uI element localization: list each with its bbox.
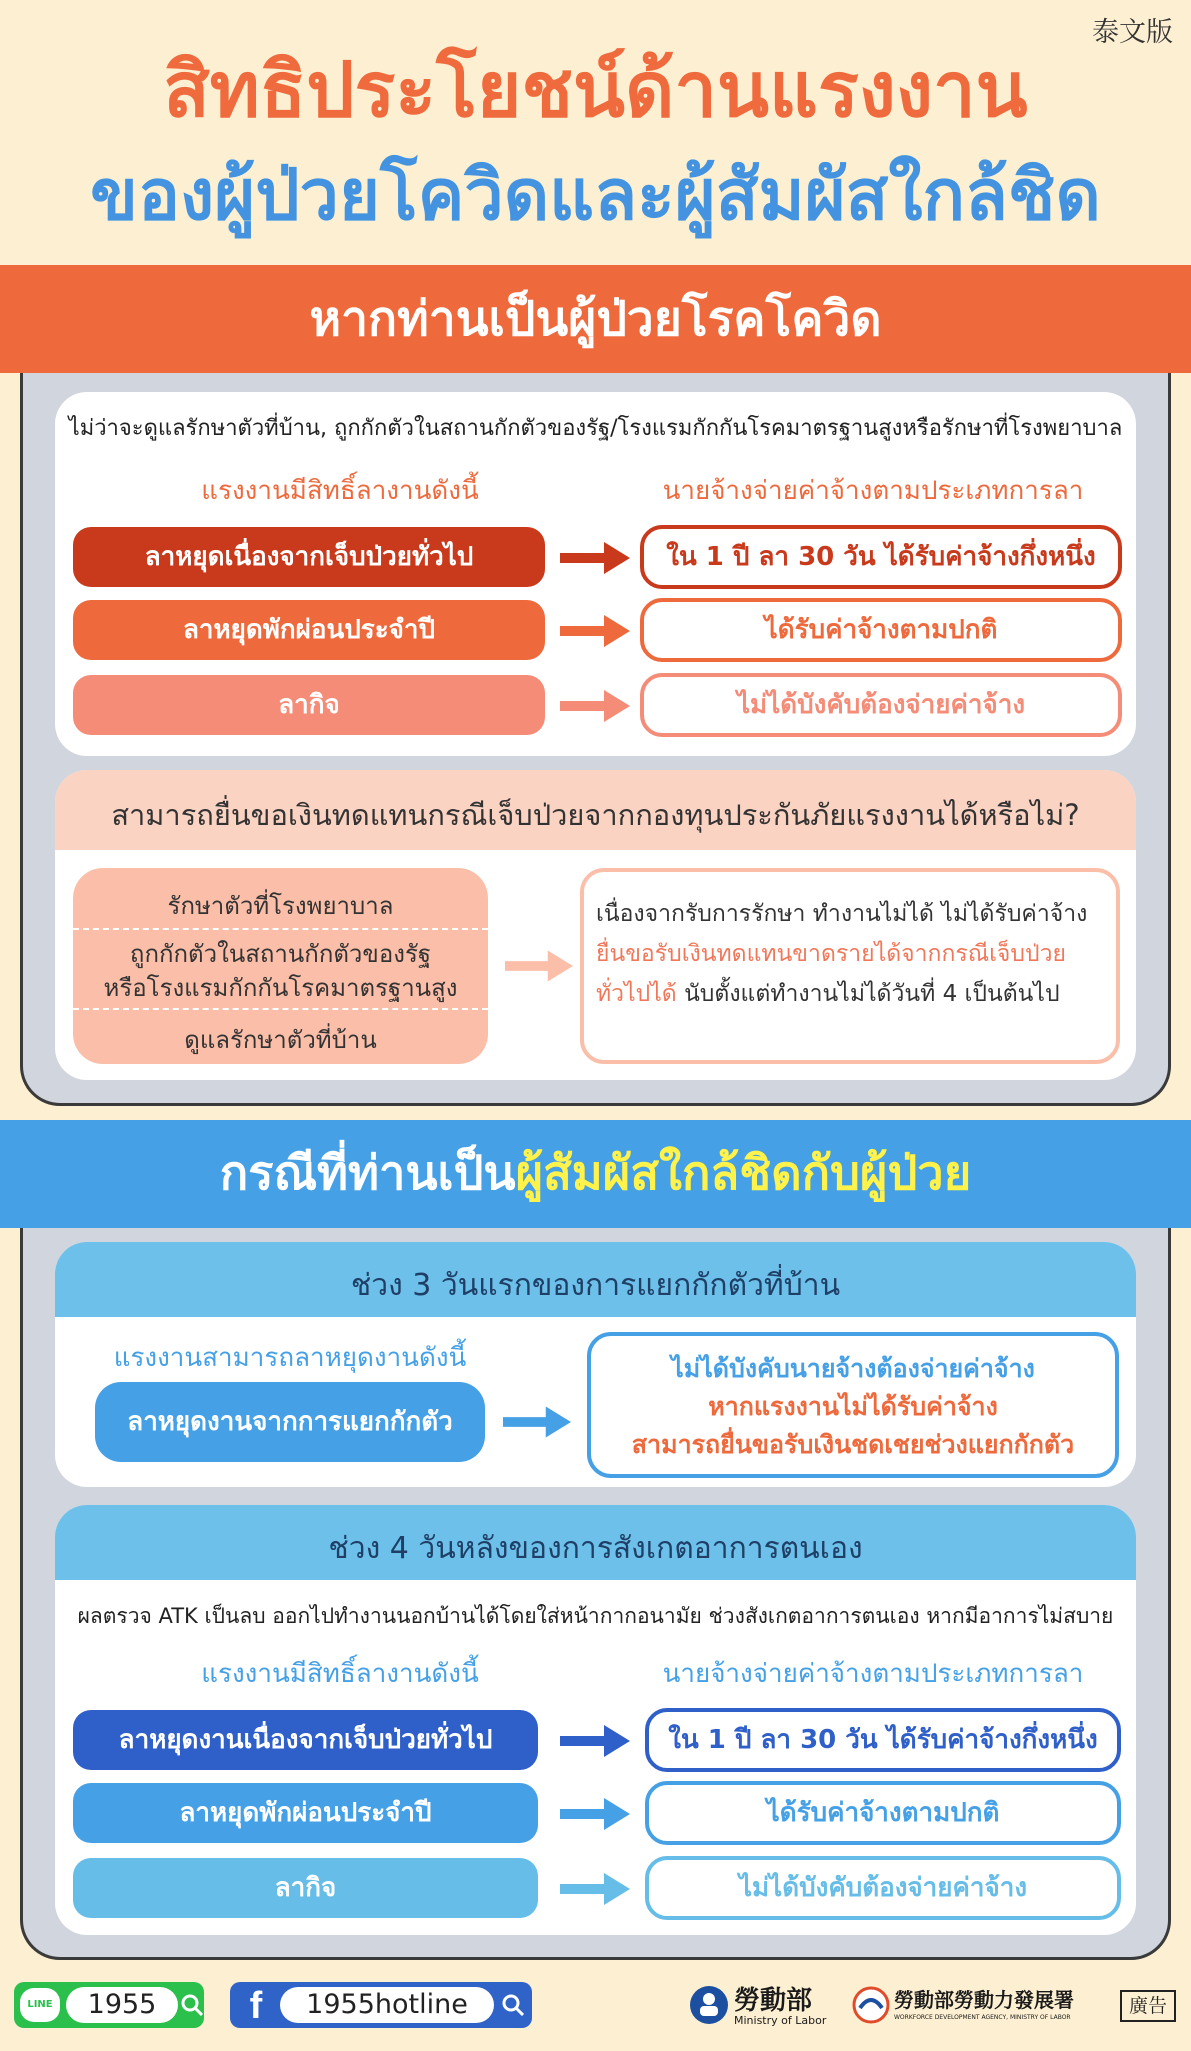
pay-annual: ได้รับค่าจ้างตามปกติ (645, 1781, 1121, 1845)
mol-name: 勞動部 (734, 1986, 813, 2016)
arrow-right-icon (560, 690, 630, 722)
fund-answer-line2: ยื่นขอรับเงินทดแทนขาดรายได้จากกรณีเจ็บป่วย (596, 941, 1066, 967)
wda-name: 勞動部勞動力發展署 (894, 1988, 1074, 2012)
mol-en: Ministry of Labor (734, 2014, 827, 2027)
pay-sick: ใน 1 ปี ลา 30 วัน ได้รับค่าจ้างกึ่งหนึ่ง (640, 525, 1122, 589)
pay-column-header: นายจ้างจ่ายค่าจ้างตามประเภทการลา (662, 476, 1084, 506)
fund-answer-line1: เนื่องจากรับการรักษา ทำงานไม่ได้ ไม่ได้รับค่าจ้าง (596, 901, 1088, 927)
leave-card (55, 392, 1136, 756)
pay-annual: ได้รับค่าจ้างตามปกติ (640, 598, 1122, 662)
leave-personal: ลากิจ (73, 675, 545, 735)
wda-emblem-icon (852, 1986, 890, 2024)
pay-personal: ไม่ได้บังคับต้องจ่ายค่าจ้าง (640, 673, 1122, 737)
ad-tag: 廣告 (1120, 1990, 1176, 2022)
pay-personal: ไม่ได้บังคับต้องจ่ายค่าจ้าง (645, 1856, 1121, 1920)
divider (73, 928, 488, 930)
page-title: สิทธิประโยชน์ด้านแรงงาน (163, 45, 1028, 134)
leave-annual: ลาหยุดพักผ่อนประจำปี (73, 1783, 538, 1843)
line-icon: LINE (20, 1988, 60, 2022)
period1-outcome-line1: ไม่ได้บังคับนายจ้างต้องจ่ายค่าจ้าง (671, 1354, 1035, 1383)
mol-emblem-icon (688, 1984, 730, 2026)
arrow-right-icon (505, 950, 573, 982)
pay-column-header: นายจ้างจ่ายค่าจ้างตามประเภทการลา (662, 1659, 1084, 1689)
mol-logo (688, 1980, 848, 2032)
wda-en: WORKFORCE DEVELOPMENT AGENCY, MINISTRY OF LABOR (894, 2014, 1071, 2021)
leave-personal: ลากิจ (73, 1858, 538, 1918)
leave-sick: ลาหยุดงานเนื่องจากเจ็บป่วยทั่วไป (73, 1710, 538, 1770)
section2-banner (0, 1120, 1191, 1228)
line-id: 1955 (66, 1987, 178, 2023)
period2-title: ช่วง 4 วันหลังของการสังเกตอาการตนเอง (328, 1531, 863, 1566)
arrow-right-icon (560, 1725, 630, 1757)
facebook-id: 1955hotline (280, 1987, 494, 2023)
period1-card (55, 1242, 1136, 1487)
fund-answer-box (580, 868, 1120, 1064)
leave-column-header: แรงงานมีสิทธิ์ลางานดังนี้ (201, 1659, 479, 1689)
arrow-right-icon (560, 1873, 630, 1905)
arrow-right-icon (560, 1798, 630, 1830)
case-state-quarantine: ถูกกักตัวในสถานกักตัวของรัฐ (129, 940, 432, 968)
facebook-icon: f (249, 1985, 263, 2027)
leave-isolation: ลาหยุดงานจากการแยกกักตัว (95, 1382, 485, 1462)
divider (73, 1008, 488, 1010)
search-icon (502, 1994, 524, 2016)
period1-outcome (587, 1332, 1119, 1478)
line-contact[interactable] (14, 1982, 204, 2028)
case-hotel-quarantine: หรือโรงแรมกักกันโรคมาตรฐานสูง (103, 974, 458, 1002)
leave-note: ไม่ว่าจะดูแลรักษาตัวที่บ้าน, ถูกกักตัวในสถานกักตัวของรัฐ/โรงแรมกักกันโรคมาตรฐานสูงหรือรักษาที่โรงพยาบาล (68, 416, 1123, 441)
arrow-right-icon (560, 542, 630, 574)
period2-card (55, 1505, 1136, 1935)
fund-cases-box (73, 868, 488, 1064)
fund-answer-line3: นับตั้งแต่ทำงานไม่ได้วันที่ 4 เป็นต้นไป (684, 981, 1060, 1007)
section1-banner: หากท่านเป็นผู้ป่วยโรคโควิด (0, 265, 1191, 373)
period1-column-header: แรงงานสามารถลาหยุดงานดังนี้ (113, 1343, 467, 1373)
wda-logo (852, 1980, 1112, 2032)
section2-banner-prefix: กรณีที่ท่านเป็น (219, 1146, 516, 1201)
fund-answer-highlight: ทั่วไปได้ (596, 981, 677, 1007)
facebook-contact[interactable] (230, 1982, 532, 2028)
case-home-care: ดูแลรักษาตัวที่บ้าน (184, 1026, 377, 1054)
leave-annual: ลาหยุดพักผ่อนประจำปี (73, 600, 545, 660)
page-subtitle: ของผู้ป่วยโควิดและผู้สัมผัสใกล้ชิด (90, 154, 1101, 236)
period2-note: ผลตรวจ ATK เป็นลบ ออกไปทำงานนอกบ้านได้โดยใส่หน้ากากอนามัย ช่วงสังเกตอาการตนเอง หากมีอาการไม่สบาย (77, 1604, 1114, 1628)
pay-sick: ใน 1 ปี ลา 30 วัน ได้รับค่าจ้างกึ่งหนึ่ง (645, 1708, 1121, 1772)
period1-title: ช่วง 3 วันแรกของการแยกกักตัวที่บ้าน (350, 1268, 841, 1303)
leave-sick: ลาหยุดเนื่องจากเจ็บป่วยทั่วไป (73, 527, 545, 587)
fund-card (55, 770, 1136, 1080)
arrow-right-icon (560, 615, 630, 647)
language-tag: 泰文版 (1092, 17, 1173, 48)
arrow-right-icon (503, 1406, 571, 1438)
search-icon (181, 1994, 203, 2016)
period1-outcome-line2: หากแรงงานไม่ได้รับค่าจ้าง (708, 1392, 998, 1421)
leave-column-header: แรงงานมีสิทธิ์ลางานดังนี้ (201, 476, 479, 506)
section2-banner-highlight: ผู้สัมผัสใกล้ชิดกับผู้ป่วย (515, 1146, 972, 1201)
case-hospital: รักษาตัวที่โรงพยาบาล (167, 892, 394, 920)
fund-question: สามารถยื่นขอเงินทดแทนกรณีเจ็บป่วยจากกองทุนประกันภัยแรงงานได้หรือไม่? (111, 798, 1080, 832)
period1-outcome-line3: สามารถยื่นขอรับเงินชดเชยช่วงแยกกักตัว (631, 1430, 1075, 1459)
